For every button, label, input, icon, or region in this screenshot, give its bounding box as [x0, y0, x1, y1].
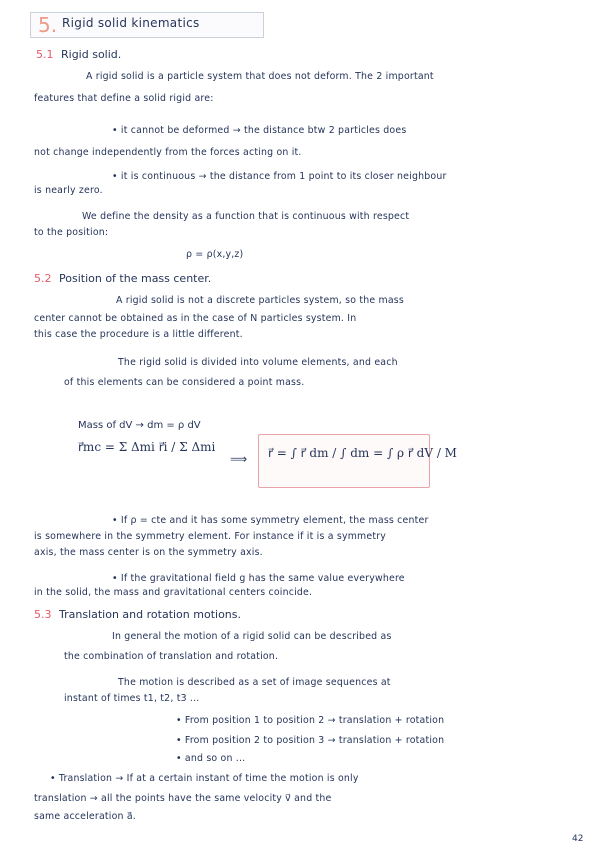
discrete-mass-center-formula: r⃗mc = Σ Δmi r⃗i / Σ Δmi [78, 440, 216, 454]
bullet-line: • it is continuous → the distance from 1 point to its closer neighbour [112, 171, 447, 182]
paragraph-line: A rigid solid is not a discrete particles system, so the mass [116, 295, 404, 306]
chapter-number: 5. [38, 13, 58, 37]
section-number: 5.1 [36, 48, 54, 61]
paragraph-line: of this elements can be considered a point mass. [64, 377, 305, 388]
paragraph-line: the combination of translation and rotation. [64, 651, 279, 662]
paragraph-line: A rigid solid is a particle system that does not deform. The 2 important [86, 71, 434, 82]
section-number: 5.3 [34, 608, 52, 621]
bullet-line: translation → all the points have the same velocity v⃗ and the [34, 793, 332, 804]
paragraph-line: center cannot be obtained as in the case of N particles system. In [34, 313, 357, 324]
bullet-line: not change independently from the forces acting on it. [34, 147, 302, 158]
bullet-line: in the solid, the mass and gravitational centers coincide. [34, 587, 313, 598]
paragraph-line: features that define a solid rigid are: [34, 93, 214, 104]
implies-arrow: ⟹ [230, 452, 248, 466]
section-title: Rigid solid. [61, 48, 122, 61]
list-item: • From position 2 to position 3 → translation + rotation [176, 735, 445, 746]
paragraph-line: We define the density as a function that is continuous with respect [82, 211, 410, 222]
bullet-line: • Translation → If at a certain instant of time the motion is only [50, 773, 359, 784]
bullet-line: • it cannot be deformed → the distance btw 2 particles does [112, 125, 407, 136]
paragraph-line: In general the motion of a rigid solid can be described as [112, 631, 392, 642]
section-title: Translation and rotation motions. [59, 608, 241, 621]
paragraph-line: The rigid solid is divided into volume elements, and each [118, 357, 398, 368]
bullet-line: • If ρ = cte and it has some symmetry element, the mass center [112, 515, 429, 526]
mass-element-formula: Mass of dV → dm = ρ dV [78, 420, 201, 431]
continuous-mass-center-box [258, 434, 430, 488]
density-formula: ρ = ρ(x,y,z) [186, 249, 244, 260]
bullet-line: is somewhere in the symmetry element. For instance if it is a symmetry [34, 531, 387, 542]
section-number: 5.2 [34, 272, 52, 285]
bullet-line: same acceleration a⃗. [34, 811, 136, 822]
chapter-title: Rigid solid kinematics [62, 16, 200, 30]
section-heading-5-3 [34, 608, 241, 621]
page-number: 42 [572, 834, 584, 844]
section-heading-5-2 [34, 272, 211, 285]
bullet-line: • If the gravitational field g has the same value everywhere [112, 573, 405, 584]
section-title: Position of the mass center. [59, 272, 212, 285]
bullet-line: is nearly zero. [34, 185, 103, 196]
paragraph-line: to the position: [34, 227, 109, 238]
section-heading-5-1 [36, 48, 121, 61]
continuous-mass-center-formula: r⃗ = ∫ r⃗ dm / ∫ dm = ∫ ρ r⃗ dV / M [268, 446, 457, 460]
list-item: • From position 1 to position 2 → translation + rotation [176, 715, 445, 726]
paragraph-line: this case the procedure is a little different. [34, 329, 243, 340]
paragraph-line: instant of times t1, t2, t3 ... [64, 693, 200, 704]
list-item: • and so on ... [176, 753, 246, 764]
paragraph-line: The motion is described as a set of image sequences at [118, 677, 391, 688]
bullet-line: axis, the mass center is on the symmetry axis. [34, 547, 263, 558]
